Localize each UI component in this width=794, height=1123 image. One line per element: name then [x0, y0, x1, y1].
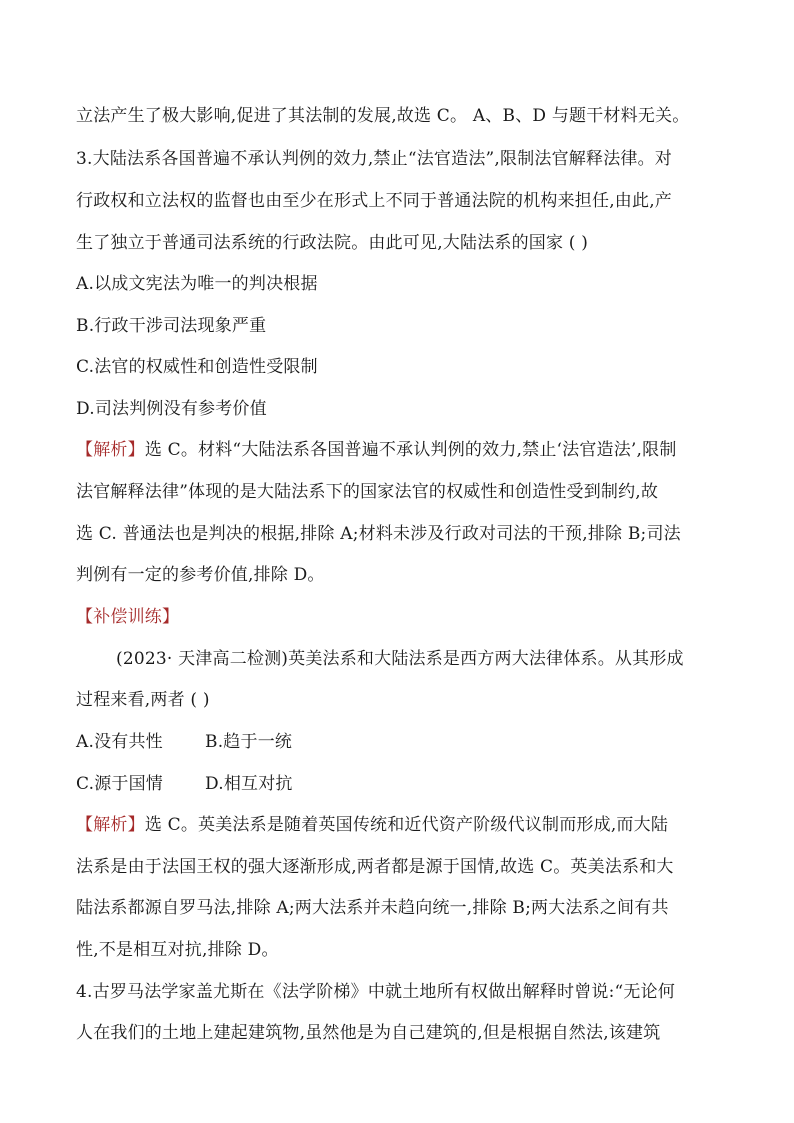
- q4-stem-line-2: 人在我们的土地上建起建筑物,虽然他是为自己建筑的,但是根据自然法,该建筑: [76, 1023, 661, 1043]
- q3-option-d: D.司法判例没有参考价值: [76, 399, 267, 419]
- supplement-option-d: D.相互对抗: [205, 774, 293, 794]
- q2-analysis-tail: 立法产生了极大影响,促进了其法制的发展,故选 C。 A、B、D 与题干材料无关。: [76, 106, 690, 126]
- supplement-stem-line-1: (2023· 天津高二检测)英美法系和大陆法系是西方两大法律体系。从其形成: [116, 649, 684, 669]
- q3-stem-line-3: 生了独立于普通司法系统的行政法院。由此可见,大陆法系的国家 ( ): [76, 233, 589, 253]
- q3-option-a: A.以成文宪法为唯一的判决根据: [76, 274, 318, 294]
- analysis-text: 选 C。英美法系是随着英国传统和近代资产阶级代议制而形成,而大陆: [144, 815, 669, 835]
- q3-stem-line-2: 行政权和立法权的监督也由至少在形式上不同于普通法院的机构来担任,由此,产: [76, 191, 673, 211]
- supplement-stem-line-2: 过程来看,两者 ( ): [76, 690, 210, 710]
- supplement-option-a: A.没有共性: [76, 732, 163, 752]
- q3-analysis-line-3: 选 C. 普通法也是判决的根据,排除 A;材料未涉及行政对司法的干预,排除 B;司法: [76, 524, 681, 544]
- q3-analysis-line-1: [76, 439, 677, 461]
- supplement-analysis-line-3: 陆法系都源自罗马法,排除 A;两大法系并未趋向统一,排除 B;两大法系之间有共: [76, 898, 669, 918]
- supplement-option-c: C.源于国情: [76, 774, 164, 794]
- q3-analysis-line-2: 法官解释法律”体现的是大陆法系下的国家法官的权威性和创造性受到制约,故: [76, 482, 659, 502]
- q3-stem-line-1: 3.大陆法系各国普遍不承认判例的效力,禁止“法官造法”,限制法官解释法律。对: [76, 149, 673, 169]
- q3-option-c: C.法官的权威性和创造性受限制: [76, 357, 318, 377]
- q3-analysis-line-4: 判例有一定的参考价值,排除 D。: [76, 565, 325, 585]
- analysis-text: 选 C。材料“大陆法系各国普遍不承认判例的效力,禁止‘法官造法’,限制: [144, 440, 677, 460]
- analysis-tag: 【解析】: [76, 815, 145, 835]
- supplement-option-b: B.趋于一统: [205, 732, 293, 752]
- supplement-tag: 【补偿训练】: [76, 607, 180, 627]
- supplement-analysis-line-2: 法系是由于法国王权的强大逐渐形成,两者都是源于国情,故选 C。英美法系和大: [76, 857, 674, 877]
- q3-option-b: B.行政干涉司法现象严重: [76, 316, 267, 336]
- supplement-analysis-line-4: 性,不是相互对抗,排除 D。: [76, 940, 279, 960]
- q4-stem-line-1: 4.古罗马法学家盖尤斯在《法学阶梯》中就土地所有权做出解释时曾说:“无论何: [76, 982, 676, 1002]
- supplement-analysis-line-1: [76, 814, 668, 836]
- supplement-options-row-1: [76, 731, 163, 753]
- analysis-tag: 【解析】: [76, 440, 145, 460]
